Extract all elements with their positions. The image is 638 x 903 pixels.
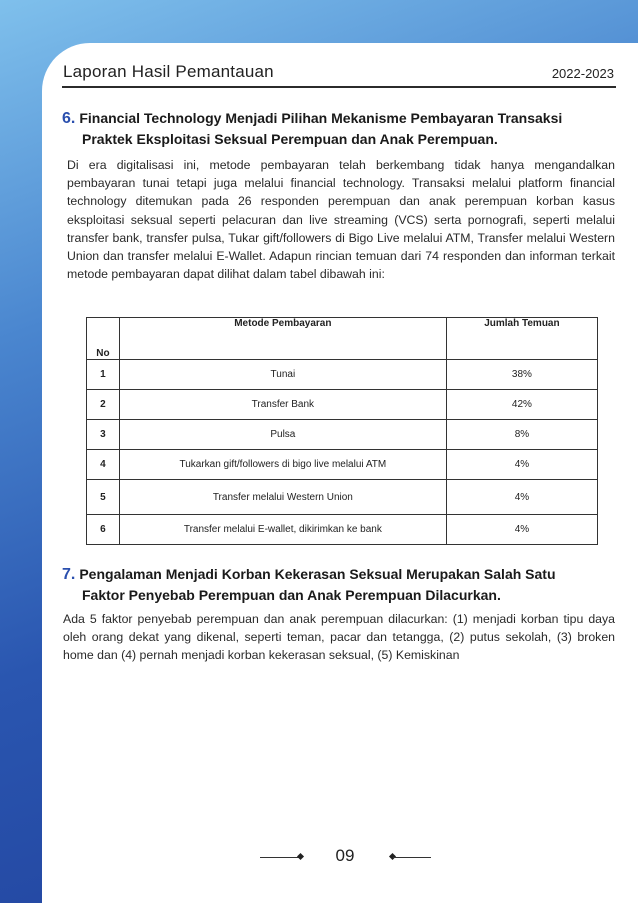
- table-header-row: [87, 318, 598, 360]
- section-7-title-line1: Pengalaman Menjadi Korban Kekerasan Seksual Merupakan Salah Satu: [79, 566, 556, 582]
- row-method: Tukarkan gift/followers di bigo live melalui ATM: [119, 450, 446, 480]
- table-row: [87, 390, 598, 420]
- row-count: 4%: [446, 450, 597, 480]
- report-year: 2022-2023: [551, 66, 614, 81]
- table-row: [87, 480, 598, 515]
- row-method: Transfer melalui Western Union: [119, 480, 446, 515]
- section-6-title-line2: Praktek Eksploitasi Seksual Perempuan dan Anak Perempuan.: [82, 131, 498, 147]
- table-row: [87, 360, 598, 390]
- row-count: 4%: [446, 480, 597, 515]
- table-row: [87, 515, 598, 545]
- footer-left-line: [260, 857, 300, 858]
- row-no: 4: [87, 450, 120, 480]
- section-6-body: Di era digitalisasi ini, metode pembayaran telah berkembang tidak hanya mengandalkan pembayaran tunai tetapi juga melalui financial technology. Transaksi melalui platform financial technology ditemukan pada 26 responden perempuan dan anak perempuan korban kasus eksploitasi seksual seperti pelacuran dan live streaming (VCS) serta pornografi, seperti melalui transfer bank, transfer pulsa, Tukar gift/followers di Bigo Live melalui ATM, Transfer melalui Western Union dan transfer melalui E-Wallet. Adapun rincian temuan dari 74 responden dan informan terkait metode pembayaran dapat dilihat dalam tabel dibawah ini:: [67, 158, 615, 282]
- header-count: Jumlah Temuan: [446, 318, 597, 360]
- section-7-heading: [62, 564, 618, 605]
- row-count: 38%: [446, 360, 597, 390]
- row-no: 5: [87, 480, 120, 515]
- row-no: 6: [87, 515, 120, 545]
- row-no: 1: [87, 360, 120, 390]
- table-row: [87, 420, 598, 450]
- header-divider: [62, 86, 616, 88]
- page-number: 09: [335, 846, 355, 865]
- header-no: No: [87, 318, 120, 360]
- row-no: 2: [87, 390, 120, 420]
- row-count: 42%: [446, 390, 597, 420]
- section-6-heading: [62, 108, 618, 149]
- row-method: Pulsa: [119, 420, 446, 450]
- row-method: Tunai: [119, 360, 446, 390]
- row-no: 3: [87, 420, 120, 450]
- footer-right-line: [393, 857, 431, 858]
- section-7-title-line2: Faktor Penyebab Perempuan dan Anak Perempuan Dilacurkan.: [82, 587, 501, 603]
- row-count: 4%: [446, 515, 597, 545]
- report-title: Laporan Hasil Pemantauan: [63, 62, 274, 81]
- table-row: [87, 450, 598, 480]
- section-7-body: Ada 5 faktor penyebab perempuan dan anak perempuan dilacurkan: (1) menjadi korban tipu daya oleh orang dekat yang dikenal, seperti teman, pacar dan tetangga, (2) putus sekolah, (3) broken home dan (4) pernah menjadi korban kekerasan seksual, (5) Kemiskinan: [63, 612, 615, 663]
- section-6-title-line1: Financial Technology Menjadi Pilihan Mekanisme Pembayaran Transaksi: [79, 110, 563, 126]
- row-method: Transfer melalui E-wallet, dikirimkan ke bank: [119, 515, 446, 545]
- section-7-number: 7.: [62, 566, 76, 583]
- row-method: Transfer Bank: [119, 390, 446, 420]
- row-count: 8%: [446, 420, 597, 450]
- section-6-number: 6.: [62, 110, 76, 127]
- payment-methods-table: [86, 317, 598, 545]
- header-method: Metode Pembayaran: [119, 318, 446, 360]
